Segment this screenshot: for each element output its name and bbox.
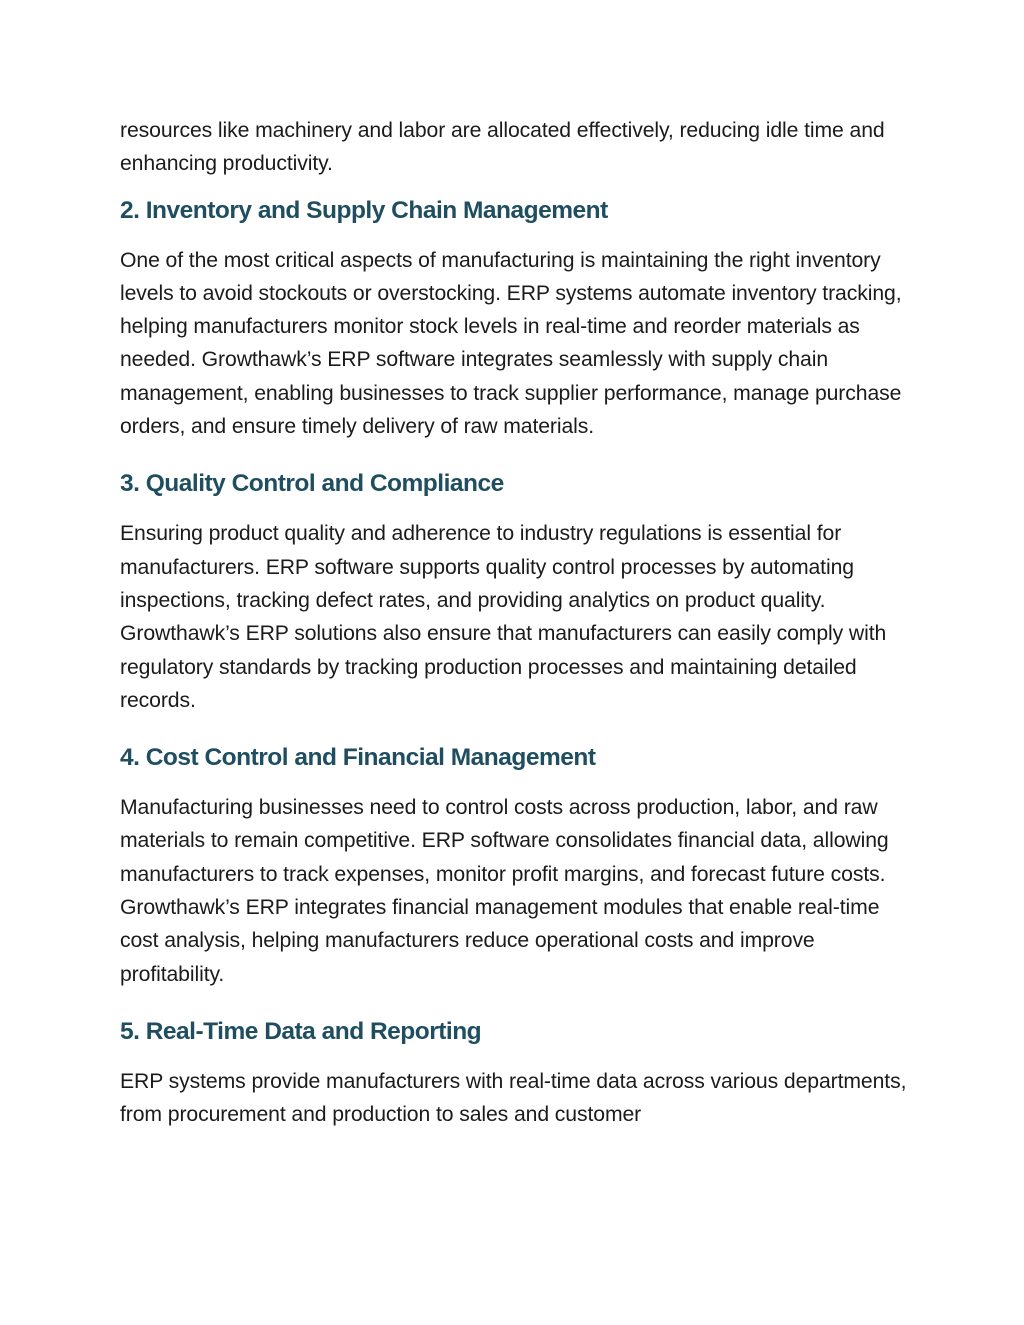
section-body: ERP systems provide manufacturers with real-time data across various departments, from procurement and production to sales and customer (120, 1069, 907, 1127)
section-heading: 3. Quality Control and Compliance (120, 470, 504, 498)
section-heading: 2. Inventory and Supply Chain Management (120, 196, 608, 224)
section-heading: 5. Real-Time Data and Reporting (120, 1017, 482, 1045)
section-inventory-supply-chain (120, 195, 910, 444)
section-heading: 4. Cost Control and Financial Management (120, 744, 596, 772)
section-real-time-data (120, 1016, 910, 1132)
section-body: Manufacturing businesses need to control costs across production, labor, and raw materials to remain competitive. ERP software consolidates financial data, allowing manufacturers to track expenses, monitor profit margins, and forecast future costs. Growthawk’s ERP integrates financial management modules that enable real-time cost analysis, helping manufacturers reduce operational costs and improve profitability. (120, 796, 889, 986)
section-quality-control (120, 468, 910, 717)
section-body: One of the most critical aspects of manufacturing is maintaining the right inventory levels to avoid stockouts or overstocking. ERP systems automate inventory tracking, helping manufacturers monitor stock levels in real-time and reorder materials as needed. Growthawk’s ERP software integrates seamlessly with supply chain management, enabling businesses to track supplier performance, manage purchase orders, and ensure timely delivery of raw materials. (120, 248, 902, 439)
intro-paragraph: resources like machinery and labor are allocated effectively, reducing idle time and enhancing productivity. (120, 119, 885, 176)
section-cost-control (120, 742, 910, 991)
document-page (120, 114, 910, 1157)
section-body: Ensuring product quality and adherence to industry regulations is essential for manufacturers. ERP software supports quality control processes by automating inspections, tracking defect rates, and providing analytics on product quality. Growthawk’s ERP solutions also ensure that manufacturers can easily comply with regulatory standards by tracking production processes and maintaining detailed records. (120, 522, 887, 712)
